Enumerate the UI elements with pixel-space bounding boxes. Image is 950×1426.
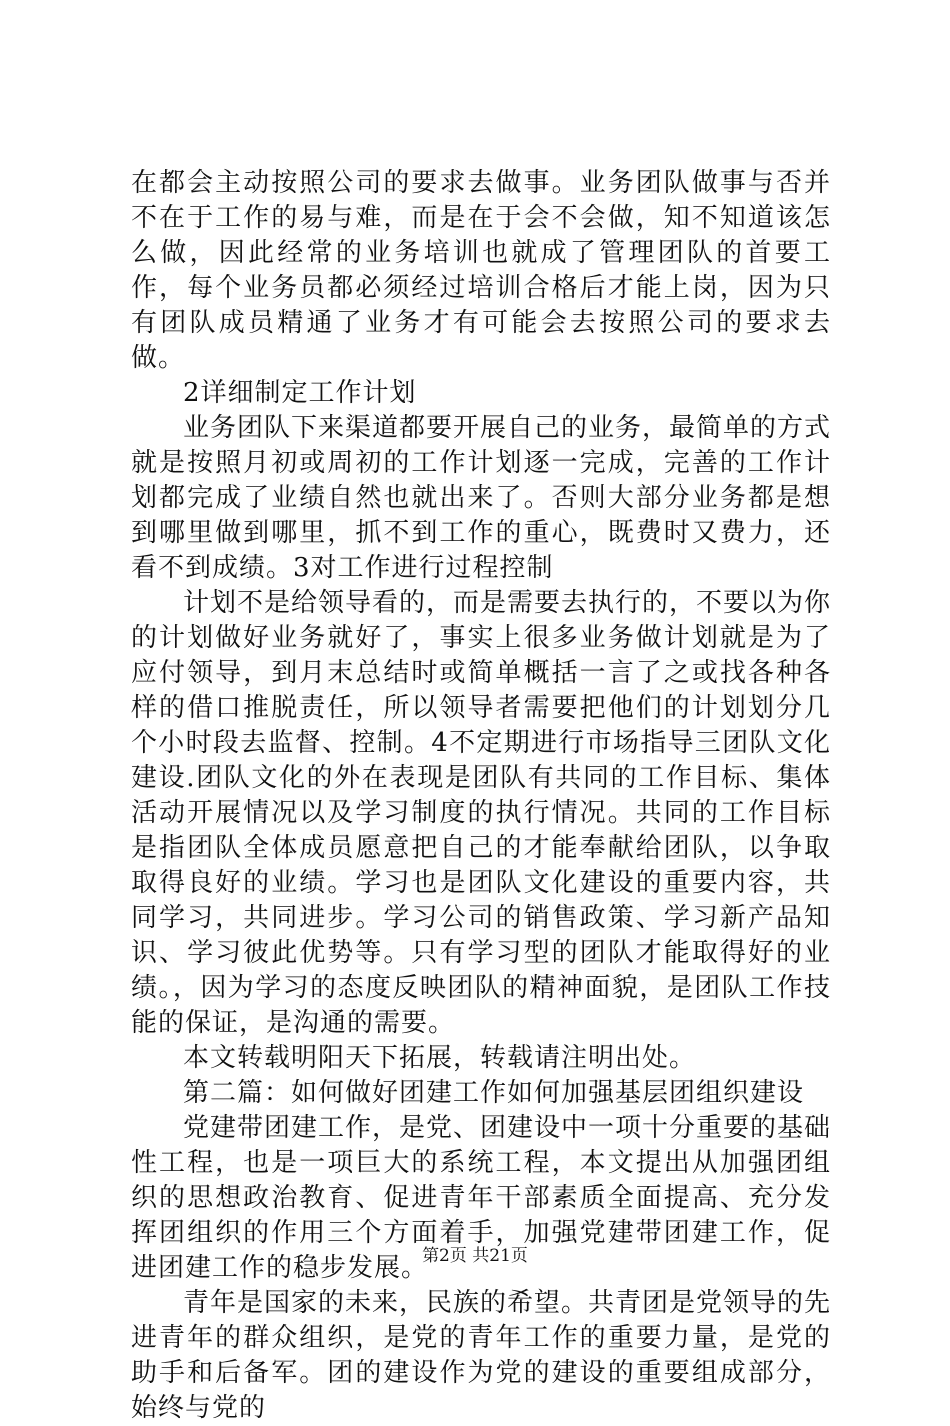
body-paragraph-1: 在都会主动按照公司的要求去做事。业务团队做事与否并不在于工作的易与难，而是在于会不会做，知不知道该怎么做，因此经常的业务培训也就成了管理团队的首要工作，每个业务员都必须经过培训合格后才能上岗，因为只有团队成员精通了业务才有可能会去按照公司的要求去做。 bbox=[131, 168, 831, 373]
source-note: 本文转载明阳天下拓展，转载请注明出处。 bbox=[183, 1043, 697, 1073]
section-heading-work-plan: 2详细制定工作计划 bbox=[183, 378, 417, 408]
page-number-footer: 第2页 共21页 bbox=[422, 1246, 528, 1266]
body-paragraph-5: 青年是国家的未来，民族的希望。共青团是党领导的先进青年的群众组织，是党的青年工作的重要力量，是党的助手和后备军。团的建设作为党的建设的重要组成部分，始终与党的 bbox=[131, 1288, 832, 1423]
body-paragraph-2: 业务团队下来渠道都要开展自己的业务，最简单的方式就是按照月初或周初的工作计划逐一完成，完善的工作计划都完成了业绩自然也就出来了。否则大部分业务都是想到哪里做到哪里，抓不到工作的重心，既费时又费力，还看不到成绩。3对工作进行过程控制 bbox=[131, 413, 832, 583]
body-paragraph-4: 党建带团建工作，是党、团建设中一项十分重要的基础性工程，也是一项巨大的系统工程，本文提出从加强团组织的思想政治教育、促进青年干部素质全面提高、充分发挥团组织的作用三个方面着手，加强党建带团建工作，促进团建工作的稳步发展。 bbox=[131, 1113, 832, 1283]
chapter-title: 第二篇：如何做好团建工作如何加强基层团组织建设 bbox=[183, 1078, 805, 1108]
document-body bbox=[131, 166, 831, 1426]
body-paragraph-3: 计划不是给领导看的，而是需要去执行的，不要以为你的计划做好业务就好了，事实上很多业务做计划就是为了应付领导，到月末总结时或简单概括一言了之或找各种各样的借口推脱责任，所以领导者需要把他们的计划划分几个小时段去监督、控制。4不定期进行市场指导三团队文化建设.团队文化的外在表现是团队有共同的工作目标、集体活动开展情况以及学习制度的执行情况。共同的工作目标是指团队全体成员愿意把自己的才能奉献给团队，以争取取得良好的业绩。学习也是团队文化建设的重要内容，共同学习，共同进步。学习公司的销售政策、学习新产品知识、学习彼此优势等。只有学习型的团队才能取得好的业绩。，因为学习的态度反映团队的精神面貌，是团队工作技能的保证，是沟通的需要。 bbox=[131, 588, 832, 1038]
